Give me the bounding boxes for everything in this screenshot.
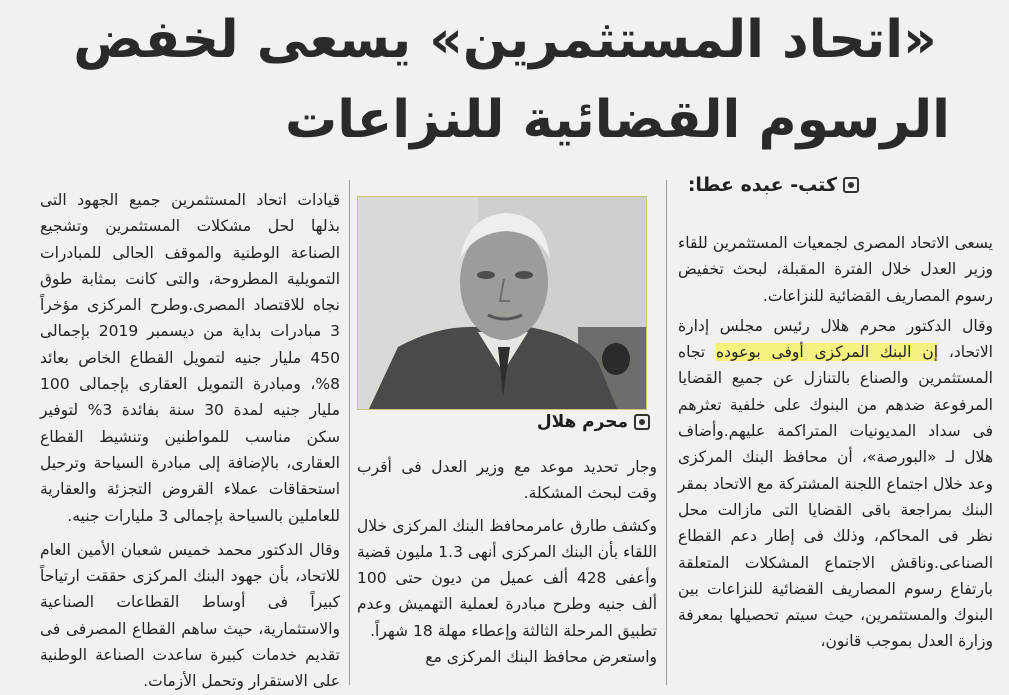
highlighted-text: إن البنك المركزى أوفى بوعوده <box>716 343 939 362</box>
photo-caption <box>470 412 650 432</box>
portrait-photo <box>357 196 647 410</box>
portrait-image <box>358 197 647 410</box>
column-divider <box>349 180 350 685</box>
caption-text: محرم هلال <box>536 412 628 432</box>
left-column <box>40 187 340 695</box>
column-divider <box>666 180 667 685</box>
section-marker-icon <box>843 177 859 193</box>
headline-line-1: «اتحاد المستثمرين» يسعى لخفض <box>73 10 937 70</box>
paragraph: واستعرض محافظ البنك المركزى مع <box>425 648 657 667</box>
paragraph: وكشف طارق عامرمحافظ البنك المركزى خلال اللقاء بأن البنك المركزى أنهى 1.3 مليون قضية وأعفى 428 ألف عميل من ديون حتى 100 ألف جنيه وطرح مبادرة لعملية التهميش وعدم تطبيق المرحلة الثالثة وإعطاء مهلة 18 شهراً. <box>357 516 657 640</box>
paragraph: قيادات اتحاد المستثمرين جميع الجهود التى بذلها لحل مشكلات المستثمرين وتشجيع الصناعة الوطنية والموقف الحالى للمبادرات التمويلية المطروحة، والتى كانت بمثابة طوق نجاه للاقتصاد المصرى.وطرح المركزى مؤخراً 3 مبادرات بداية من ديسمبر 2019 بإجمالى 450 مليار جنيه لتمويل القطاع الخاص بعائد 8%، ومبادرة التمويل العقارى بإجمالى 100 مليار جنيه لمدة 30 سنة بفائدة 3% لتوفير سكن مناسب للمواطنين وتنشيط القطاع العقارى، بالإضافة إلى مبادرة السياحة وترحيل استحقاقات عملاء القروض التجزئة والعقارية للعاملين بالسياحة بإجمالى 3 مليارات جنيه. <box>40 191 340 525</box>
paragraph-text: وقال الدكتور محرم هلال رئيس مجلس إدارة الاتحاد، <box>678 316 993 362</box>
headline-line-2: الرسوم القضائية للنزاعات <box>284 90 950 150</box>
caption-marker-icon <box>634 414 650 430</box>
right-column <box>678 230 993 655</box>
byline-text: كتب- عبده عطا: <box>687 174 837 196</box>
paragraph: وجار تحديد موعد مع وزير العدل فى أقرب وقت لبحث المشكلة. <box>357 458 657 503</box>
paragraph-text: تجاه المستثمرين والصناع بالتنازل عن جميع القضايا المرفوعة ضدهم من البنوك على خلفية تعثرهم فى سداد المديونيات المتراكمة عليهم.وأضاف هلال لـ «البورصة»، أن محافظ البنك المركزى وعد خلال اجتماع اللجنة المشتركة مع الاتحاد بمقر البنك بمراجعة باقى القضايا التى مازالت محل نظر فى المحاكم، وذلك فى إطار دعم القطاع الصناعى.وناقش الاجتماع المشكلات المتعلقة بارتفاع رسوم المصاريف القضائية للنزاعات بين البنوك والمستثمرين، حيث سيتم تحصيلها بمعرفة وزارة العدل بموجب قانون، <box>678 343 993 651</box>
paragraph: يسعى الاتحاد المصرى لجمعيات المستثمرين للقاء وزير العدل خلال الفترة المقبلة، لبحث تخفيض رسوم المصاريف القضائية للنزاعات. <box>678 234 993 305</box>
middle-column <box>357 454 657 670</box>
paragraph: وقال الدكتور محمد خميس شعبان الأمين العام للاتحاد، بأن جهود البنك المركزى حققت ارتياحاً كبيراً فى أوساط القطاعات الصناعية والاستثمارية، حيث ساهم القطاع المصرفى فى تقديم خدمات كبيرة ساعدت الصناعة الوطنية على الاستقرار وتحمل الأزمات. <box>40 540 340 691</box>
paragraph <box>678 313 993 655</box>
byline <box>688 174 859 196</box>
